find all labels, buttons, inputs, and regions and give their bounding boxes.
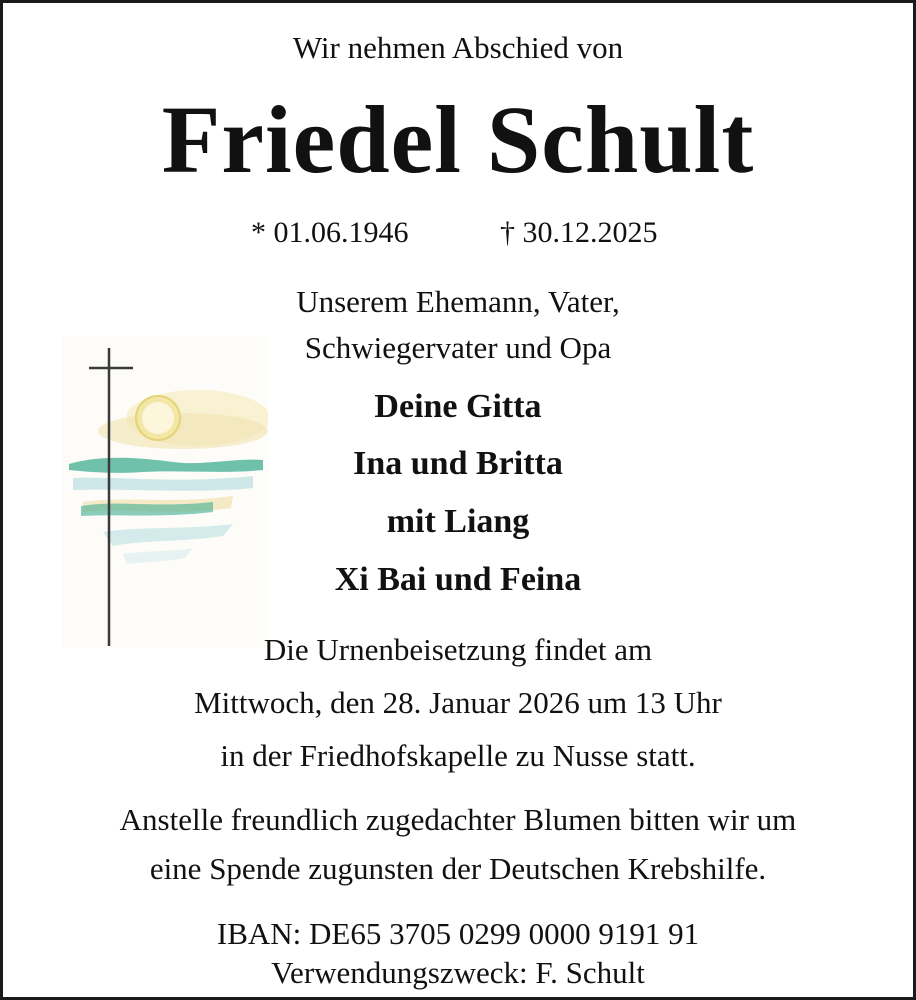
family-line: mit Liang bbox=[386, 503, 530, 540]
life-dates bbox=[3, 213, 913, 253]
dedication-line: Unserem Ehemann, Vater, bbox=[296, 284, 620, 319]
iban: IBAN: DE65 3705 0299 0000 9191 91 bbox=[216, 916, 700, 951]
funeral-info-line: Mittwoch, den 28. Januar 2026 um 13 Uhr bbox=[194, 685, 722, 720]
donation-request-line: Anstelle freundlich zugedachter Blumen bitten wir um bbox=[119, 802, 797, 837]
family-line: Deine Gitta bbox=[374, 388, 542, 425]
deceased-name: Friedel Schult bbox=[161, 86, 755, 193]
birth-date: * 01.06.1946 bbox=[251, 216, 409, 249]
funeral-info-line: in der Friedhofskapelle zu Nusse statt. bbox=[220, 738, 696, 773]
intro-text: Wir nehmen Abschied von bbox=[292, 30, 624, 65]
dedication-line: Schwiegervater und Opa bbox=[304, 330, 612, 365]
family-line: Xi Bai und Feina bbox=[334, 561, 582, 598]
payment-reference: Verwendungszweck: F. Schult bbox=[271, 955, 645, 990]
donation-request-line: eine Spende zugunsten der Deutschen Krebshilfe. bbox=[149, 851, 767, 886]
death-date: † 30.12.2025 bbox=[500, 216, 658, 249]
funeral-info-line: Die Urnenbeisetzung findet am bbox=[263, 632, 653, 667]
artwork-background bbox=[63, 336, 268, 648]
cross-sunset-artwork bbox=[63, 336, 268, 648]
family-line: Ina und Britta bbox=[353, 445, 563, 482]
